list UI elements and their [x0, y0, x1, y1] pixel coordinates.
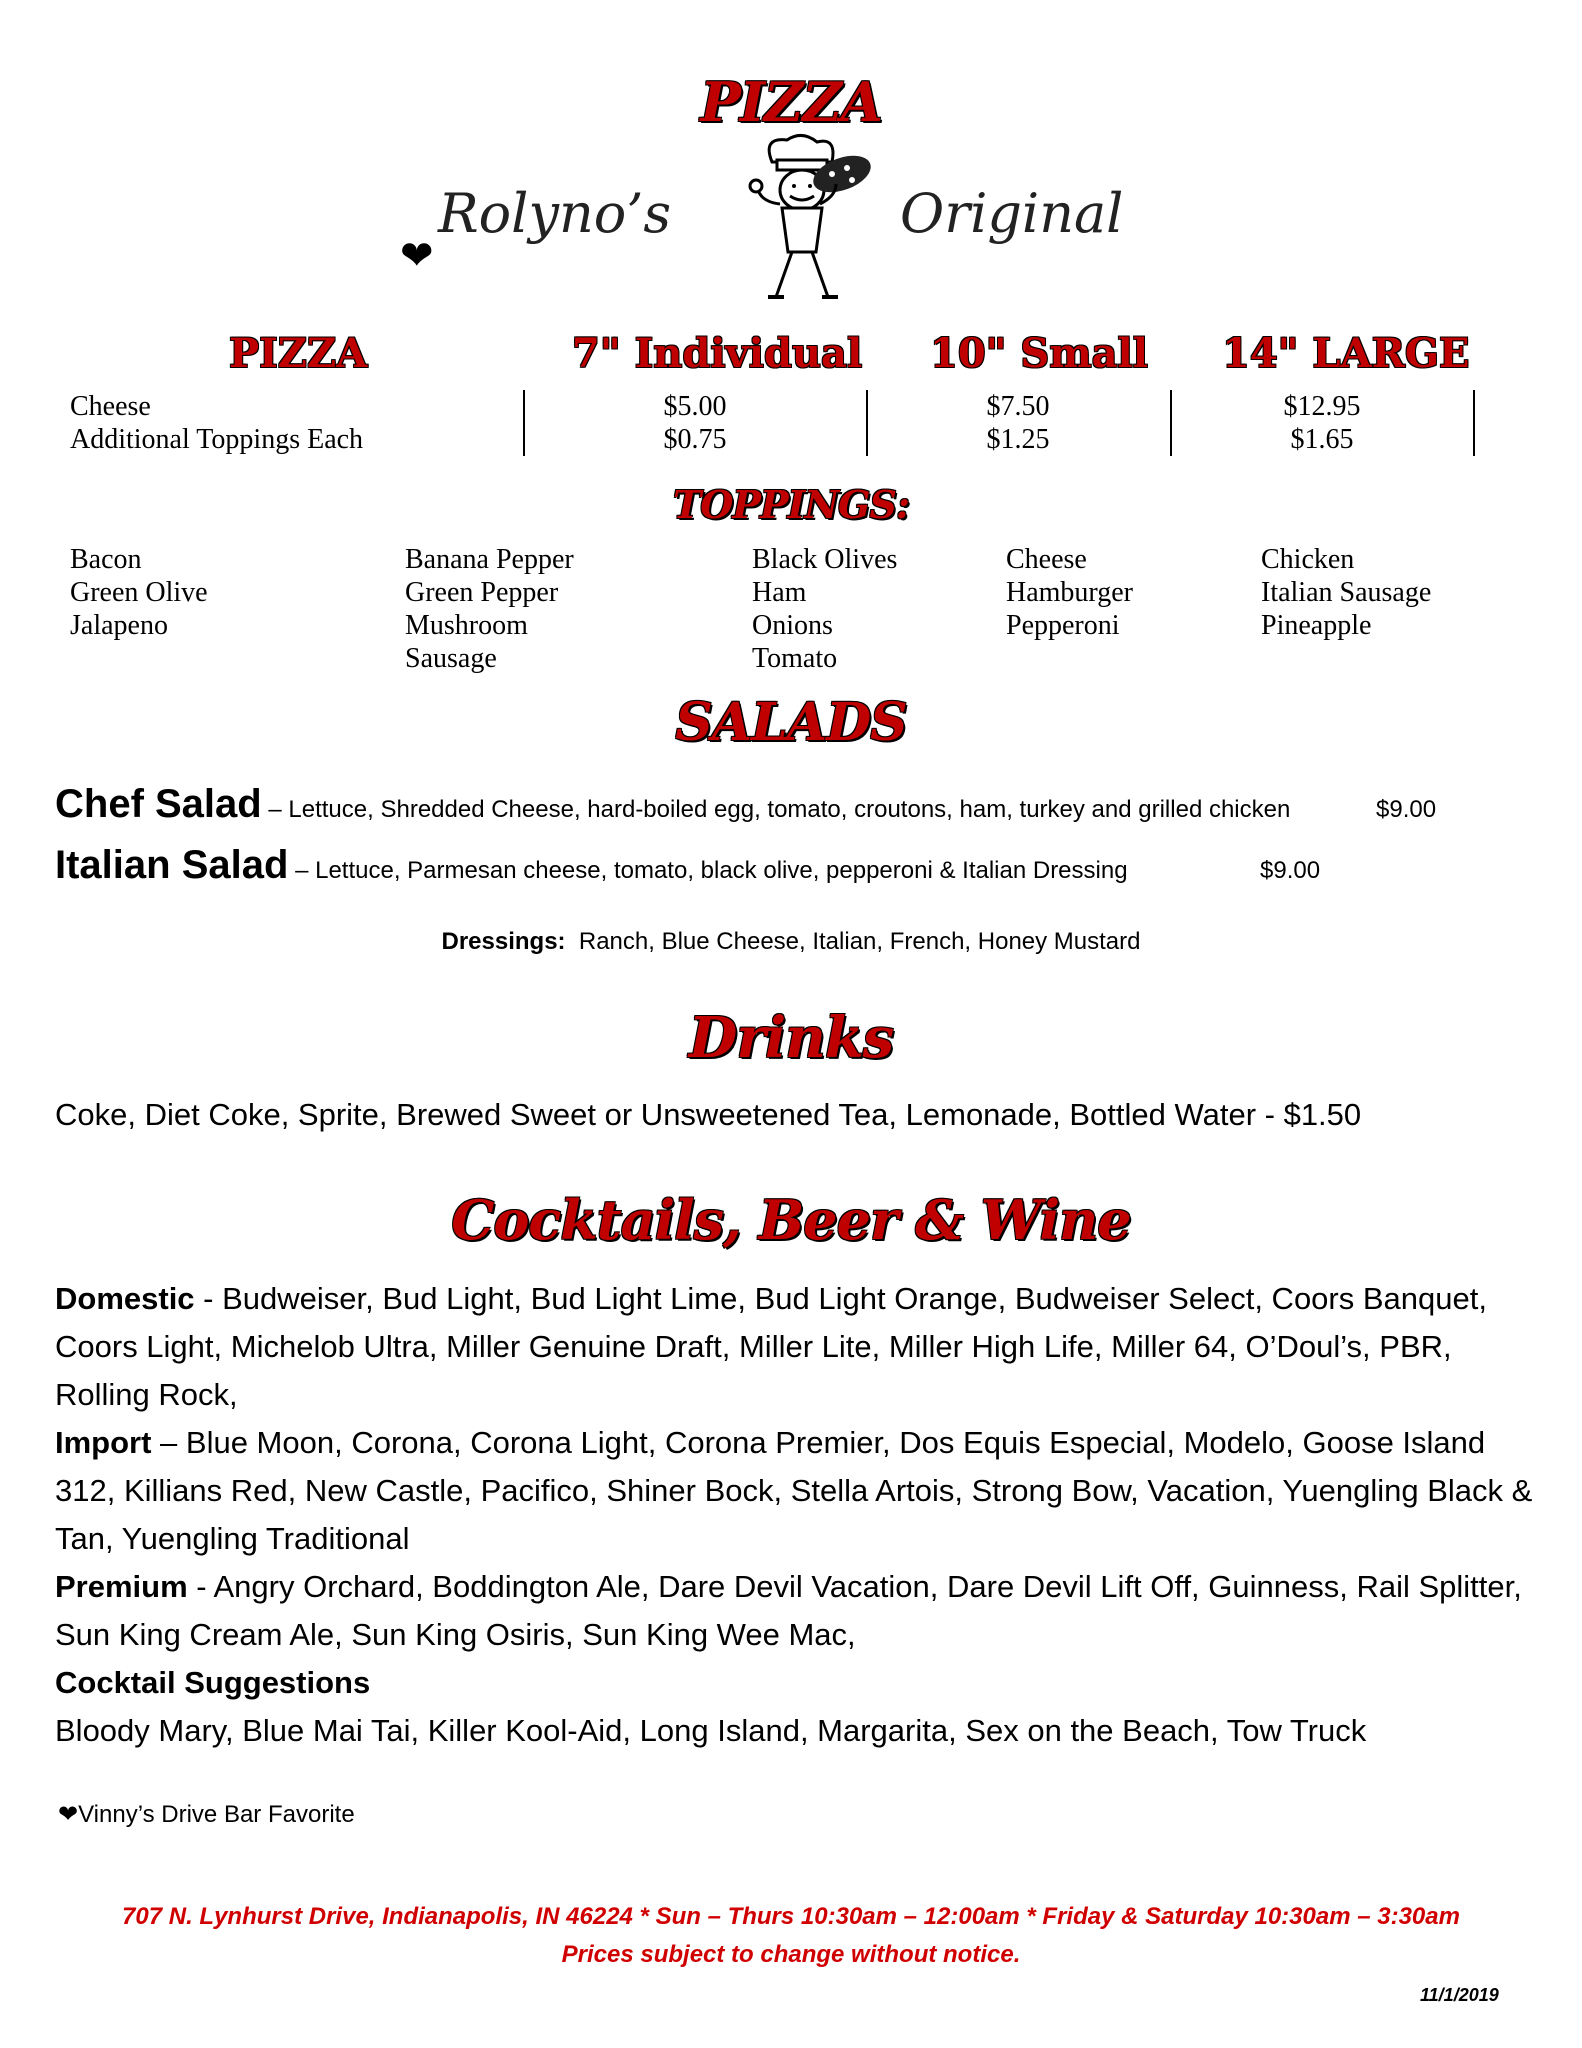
salad-desc: – Lettuce, Shredded Cheese, hard-boiled egg, tomato, croutons, ham, turkey and grilled chicken: [261, 796, 1291, 823]
heart-icon: ❤: [400, 234, 434, 278]
topping-item: Pepperoni: [1006, 610, 1120, 641]
domestic-list: - Budweiser, Bud Light, Bud Light Lime, Bud Light Orange, Budweiser Select, Coors Banquet, Coors Light, Michelob Ultra, Miller Genuine Draft, Miller Lite, Miller High Life, Miller 64, O’Doul’s, PBR, Rolling Rock,: [55, 1281, 1487, 1412]
row-label-toppings: Additional Toppings Each: [70, 424, 364, 455]
salad-price: $9.00: [1260, 857, 1321, 884]
salad-desc: – Lettuce, Parmesan cheese, tomato, black olive, pepperoni & Italian Dressing: [288, 857, 1128, 884]
import-section: [55, 1419, 1535, 1563]
toppings-column: [752, 543, 897, 675]
col-head-pizza: PIZZA: [229, 330, 368, 377]
drinks-text: Coke, Diet Coke, Sprite, Brewed Sweet or Unsweetened Tea, Lemonade, Bottled Water - $1.50: [55, 1097, 1362, 1132]
import-list: – Blue Moon, Corona, Corona Light, Corona Premier, Dos Equis Especial, Modelo, Goose Island 312, Killians Red, New Castle, Pacifico, Shiner Bock, Stella Artois, Strong Bow, Vacation, Yuengling Black & Tan, Yuengling Traditional: [55, 1425, 1533, 1556]
topping-item: Tomato: [752, 643, 838, 674]
price-cheese-14: $12.95: [1283, 391, 1361, 422]
domestic-label: Domestic: [55, 1281, 195, 1316]
topping-item: Jalapeno: [70, 610, 168, 641]
import-label: Import: [55, 1425, 152, 1460]
price-cheese-7: $5.00: [663, 391, 727, 422]
topping-item: Green Olive: [70, 577, 208, 608]
dressings-list: Ranch, Blue Cheese, Italian, French, Honey Mustard: [578, 928, 1141, 955]
toppings-column: [1006, 543, 1133, 642]
premium-label: Premium: [55, 1569, 188, 1604]
topping-item: Black Olives: [752, 544, 898, 575]
topping-item: Hamburger: [1006, 577, 1133, 608]
suggestions-label: Cocktail Suggestions: [55, 1665, 371, 1700]
footer-date: 11/1/2019: [1420, 1985, 1499, 2005]
brand-left: Rolyno’s: [438, 182, 672, 245]
suggestions-list: Bloody Mary, Blue Mai Tai, Killer Kool-Aid, Long Island, Margarita, Sex on the Beach, Tow Truck: [55, 1713, 1367, 1748]
cocktails-title: Cocktails, Beer & Wine: [451, 1188, 1131, 1252]
price-toppings-7: $0.75: [663, 424, 727, 455]
topping-item: Pineapple: [1261, 610, 1372, 641]
topping-item: Green Pepper: [405, 577, 559, 608]
footer-notice: Prices subject to change without notice.: [561, 1941, 1021, 1968]
topping-item: Cheese: [1006, 544, 1087, 575]
topping-item: Onions: [752, 610, 833, 641]
domestic-section: [55, 1275, 1535, 1419]
topping-item: Chicken: [1261, 544, 1355, 575]
toppings-title: TOPPINGS:: [673, 482, 909, 527]
heart-icon: ❤: [58, 1801, 79, 1828]
drinks-title: Drinks: [688, 1005, 894, 1071]
chef-logo: [732, 132, 882, 302]
footer-address: 707 N. Lynhurst Drive, Indianapolis, IN 46224 * Sun – Thurs 10:30am – 12:00am * Friday & Saturday 10:30am – 3:30am: [122, 1903, 1460, 1930]
dressings-label: Dressings:: [441, 928, 566, 955]
price-cheese-10: $7.50: [986, 391, 1050, 422]
toppings-column: [70, 543, 208, 642]
col-head-large: 14" LARGE: [1222, 330, 1470, 377]
dressings-line: [0, 928, 1582, 956]
salad-price: $9.00: [1376, 796, 1437, 823]
beverage-list: [55, 1275, 1535, 1755]
topping-item: Bacon: [70, 544, 142, 575]
favorite-note: [58, 1800, 355, 1829]
page-title: PIZZA: [700, 70, 882, 134]
col-head-individual: 7" Individual: [572, 330, 863, 377]
table-divider: [1473, 390, 1475, 456]
topping-item: Sausage: [405, 643, 497, 674]
salad-name: Italian Salad: [55, 843, 289, 887]
salad-item-italian: [55, 843, 1128, 888]
premium-list: - Angry Orchard, Boddington Ale, Dare Devil Vacation, Dare Devil Lift Off, Guinness, Rail Splitter, Sun King Cream Ale, Sun King Osiris, Sun King Wee Mac,: [55, 1569, 1522, 1652]
brand-right: Original: [900, 182, 1124, 245]
salad-name: Chef Salad: [55, 782, 262, 826]
topping-item: Mushroom: [405, 610, 528, 641]
toppings-column: [405, 543, 574, 675]
topping-item: Banana Pepper: [405, 544, 574, 575]
premium-section: [55, 1563, 1535, 1659]
topping-item: Italian Sausage: [1261, 577, 1432, 608]
salads-title: SALADS: [675, 692, 907, 753]
favorite-text: Vinny’s Drive Bar Favorite: [78, 1801, 355, 1828]
row-label-cheese: Cheese: [70, 391, 151, 422]
topping-item: Ham: [752, 577, 807, 608]
salad-item-chef: [55, 782, 1290, 827]
price-toppings-14: $1.65: [1290, 424, 1354, 455]
col-head-small: 10" Small: [930, 330, 1148, 377]
toppings-column: [1261, 543, 1431, 642]
price-toppings-10: $1.25: [986, 424, 1050, 455]
